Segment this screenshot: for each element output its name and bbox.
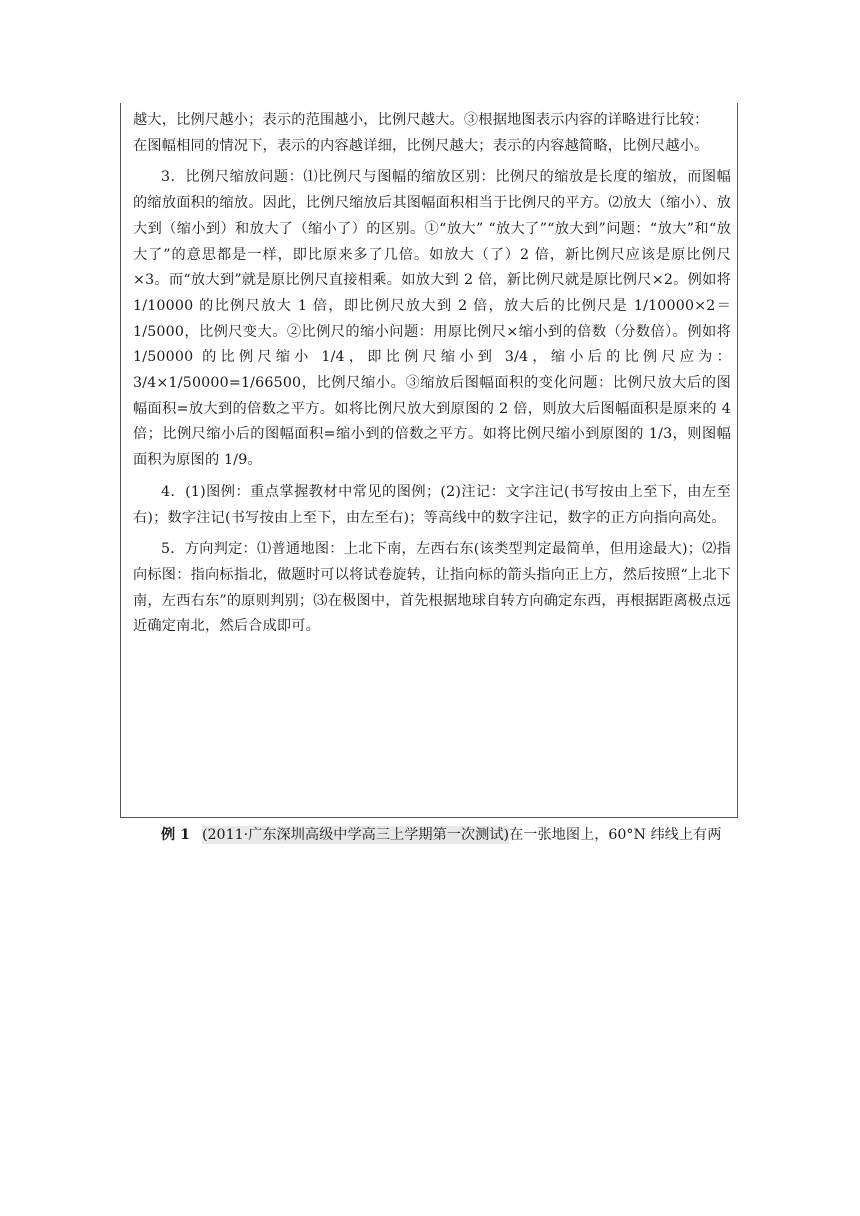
paragraph-scale-zoom: 3．比例尺缩放问题：⑴比例尺与图幅的缩放区别：比例尺的缩放是长度的缩放，而图幅的缩放面积的缩放。因此，比例尺缩放后其图幅面积相当于比例尺的平方。⑵放大（缩小）、放大到（缩小到）和放大了（缩小了）的区别。①“放大” “放大了”“放大到”问题：“放大”和“放大了”的意思都是一样，即比原来多了几倍。如放大（了）2 倍，新比例尺应该是原比例尺×3。而“放大到”就是原比例尺直接相乘。如放大到 2 倍，新比例尺就是原比例尺×2。例如将 1/10000 的比例尺放大 1 倍，即比例尺放大到 2 倍，放大后的比例尺是 1/10000×2＝1/5000，比例尺变大。②比例尺的缩小问题：用原比例尺×缩小到的倍数（分数倍）。例如将 1/50000 的比例尺缩小 1/4，即比例尺缩小到 3/4，缩小后的比例尺应为：3/4×1/50000=1/66500，比例尺缩小。③缩放后图幅面积的变化问题：比例尺放大后的图幅面积=放大到的倍数之平方。如将比例尺放大到原图的 2 倍，则放大后图幅面积是原来的 4 倍；比例尺缩小后的图幅面积=缩小到的倍数之平方。如将比例尺缩小到原图的 1/3，则图幅面积为原图的 1/9。 [133,169,731,469]
example-text: 在一张地图上，60°N 纬线上有两 [509,827,722,843]
paragraph-legend-annotation: 4．(1)图例：重点掌握教材中常见的图例；(2)注记：文字注记(书写按由上至下，由左至右)；数字注记(书写按由上至下，由左至右)；等高线中的数字注记，数字的正方向指向高处。 [133,483,731,526]
example-source: (2011·广东深圳高级中学高三上学期第一次测试) [202,827,510,843]
knowledge-box-content [133,108,731,640]
paragraph-direction: 5．方向判定：⑴普通地图：上北下南，左西右东(该类型判定最简单，但用途最大)；⑵指向标图：指向标指北，做题时可以将试卷旋转，让指向标的箭头指向正上方，然后按照“上北下南，左西右东”的原则判别；⑶在极图中，首先根据地球自转方向确定东西，再根据距离极点远近确定南北，然后合成即可。 [133,541,731,635]
paragraph-continued-line-1: 越大，比例尺越小；表示的范围越小，比例尺越大。③根据地图表示内容的详略进行比较： [133,112,709,128]
example-question [133,822,731,848]
paragraph-continued-line-2: 在图幅相同的情况下，表示的内容越详细，比例尺越大；表示的内容越简略，比例尺越小。 [133,137,709,154]
example-label: 例 1 [161,827,190,843]
